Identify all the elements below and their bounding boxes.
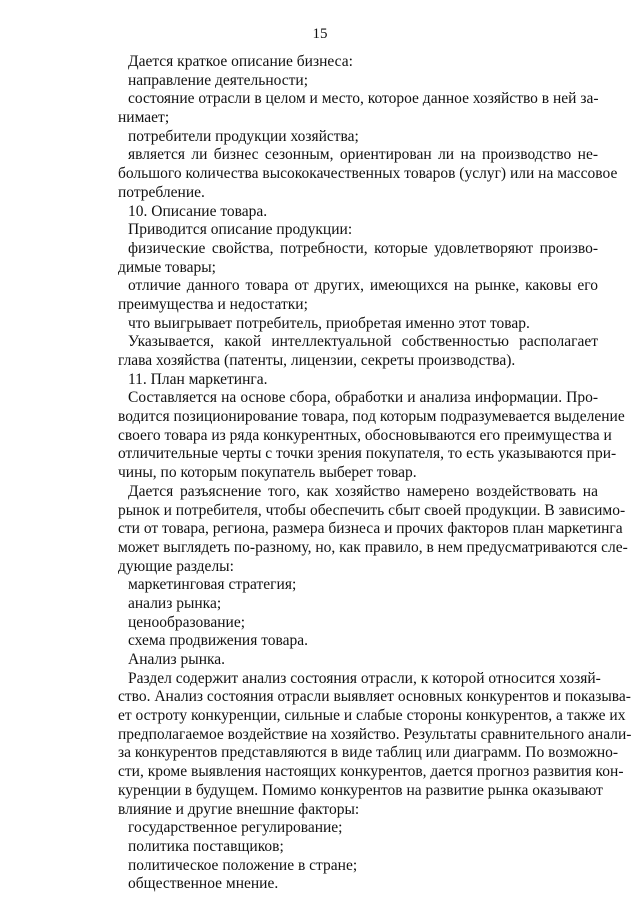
- text-line: физические свойства, потребности, которые удовлетворяют произво-: [128, 239, 598, 257]
- text-line: направление деятельности;: [128, 71, 309, 89]
- text-line: Дается разъяснение того, как хозяйство намерено воздействовать на: [128, 482, 598, 500]
- page-number: 15: [312, 26, 328, 42]
- text-line: димые товары;: [118, 258, 216, 276]
- text-line: потребление.: [118, 183, 205, 201]
- body-text: [118, 53, 632, 894]
- text-line: является ли бизнес сезонным, ориентирован ли на производство не-: [128, 146, 598, 164]
- text-line: Составляется на основе сбора, обработки и анализа информации. Про-: [128, 389, 598, 407]
- text-line: сти от товара, региона, размера бизнеса и прочих факторов план маркетинга: [118, 520, 623, 538]
- text-line: Приводится описание продукции:: [128, 221, 353, 239]
- text-line: Раздел содержит анализ состояния отрасли, к которой относится хозяй-: [128, 669, 601, 687]
- text-line: анализ рынка;: [128, 594, 222, 612]
- text-line: рынок и потребителя, чтобы обеспечить сбыт своей продукции. В зависимо-: [118, 501, 626, 519]
- text-line: ценообразование;: [128, 613, 246, 631]
- text-line: состояние отрасли в целом и место, которое данное хозяйство в ней за-: [128, 90, 599, 108]
- text-line: 11. План маркетинга.: [128, 370, 268, 388]
- text-line: что выигрывает потребитель, приобретая именно этот товар.: [128, 314, 530, 332]
- text-line: потребители продукции хозяйства;: [128, 127, 359, 145]
- text-line: отличительные черты с точки зрения покупателя, то есть указываются при-: [118, 445, 617, 463]
- text-line: дующие разделы:: [118, 557, 234, 575]
- text-line: предполагаемое воздействие на хозяйство. Результаты сравнительного анали-: [118, 725, 632, 743]
- text-line: маркетинговая стратегия;: [128, 576, 297, 594]
- text-line: может выглядеть по-разному, но, как правило, в нем предусматриваются сле-: [118, 538, 628, 556]
- text-line: водится позиционирование товара, под которым подразумевается выделение: [118, 408, 625, 426]
- text-line: Анализ рынка.: [128, 651, 226, 668]
- text-line: государственное регулирование;: [128, 819, 343, 837]
- text-line: глава хозяйства (патенты, лицензии, секреты производства).: [118, 352, 516, 369]
- text-line: преимущества и недостатки;: [118, 295, 308, 313]
- text-line: куренции в будущем. Помимо конкурентов на развитие рынка оказывают: [118, 781, 603, 799]
- text-line: схема продвижения товара.: [128, 632, 309, 650]
- text-line: общественное мнение.: [128, 875, 279, 893]
- text-line: политическое положение в стране;: [128, 856, 358, 874]
- text-line: за конкурентов представляются в виде таблиц или диаграмм. По возможно-: [118, 744, 619, 762]
- text-line: ет остроту конкуренции, сильные и слабые стороны конкурентов, а также их: [118, 707, 626, 725]
- text-line: Указывается, какой интеллектуальной собственностью располагает: [128, 333, 598, 351]
- text-line: своего товара из ряда конкурентных, обосновываются его преимущества и: [118, 426, 612, 444]
- text-line: влияние и другие внешние факторы:: [118, 800, 360, 818]
- text-line: ство. Анализ состояния отрасли выявляет основных конкурентов и показыва-: [118, 688, 631, 706]
- text-line: большого количества высококачественных товаров (услуг) или на массовое: [118, 165, 618, 183]
- text-line: 10. Описание товара.: [128, 202, 268, 220]
- text-line: сти, кроме выявления настоящих конкурентов, дается прогноз развития кон-: [118, 763, 624, 781]
- text-line: отличие данного товара от других, имеющихся на рынке, каковы его: [128, 277, 598, 295]
- text-line: Дается краткое описание бизнеса:: [128, 53, 353, 70]
- text-line: нимает;: [118, 109, 170, 127]
- text-line: политика поставщиков;: [128, 837, 284, 855]
- text-line: чины, по которым покупатель выберет товар.: [118, 464, 417, 482]
